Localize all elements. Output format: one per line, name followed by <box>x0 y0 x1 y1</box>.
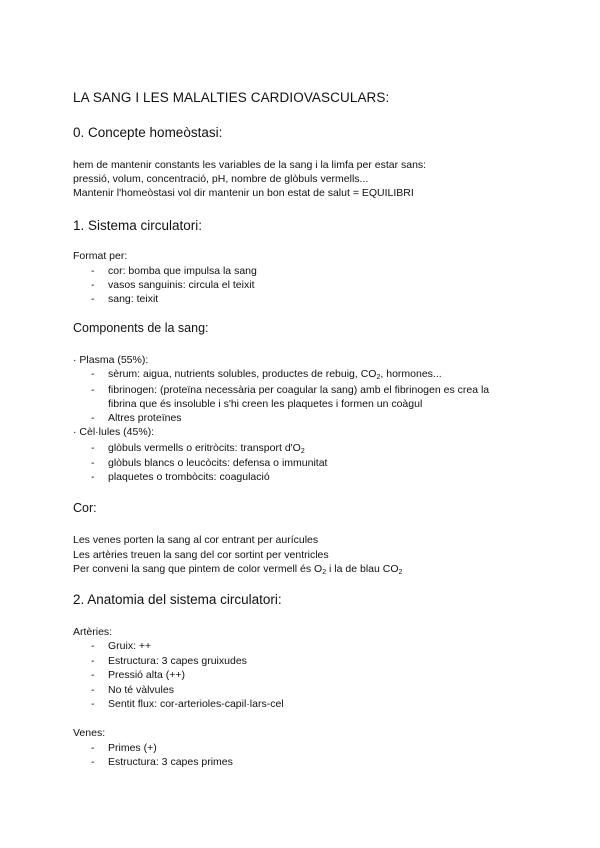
list-item: - cor: bomba que impulsa la sang <box>91 265 257 277</box>
section-2-heading: 2. Anatomia del sistema circulatori: <box>73 592 282 607</box>
arteries-label: Artèries: <box>73 626 113 638</box>
list-item: - Estructura: 3 capes gruixudes <box>91 655 247 667</box>
s0-line-2: pressió, volum, concentració, pH, nombre de glòbuls vermells... <box>73 173 369 185</box>
cellules-label: · Cèl·lules (45%): <box>73 426 155 438</box>
venes-label: Venes: <box>73 727 106 739</box>
list-item: - vasos sanguinis: circula el teixit <box>91 279 255 291</box>
document-title: LA SANG I LES MALALTIES CARDIOVASCULARS: <box>73 90 390 105</box>
section-0-heading: 0. Concepte homeòstasi: <box>73 125 223 140</box>
format-label: Format per: <box>73 250 128 262</box>
cor-heading: Cor: <box>73 501 97 515</box>
section-1-heading: 1. Sistema circulatori: <box>73 218 203 233</box>
list-item: - sang: teixit <box>91 293 159 305</box>
components-heading: Components de la sang: <box>73 321 209 335</box>
cor-line-3: Per conveni la sang que pintem de color vermell és $O_2$ i la de blau $CO_2$ <box>73 563 403 576</box>
list-item: - glòbuls blancs o leucòcits: defensa o immunitat <box>91 457 328 469</box>
list-item: - Altres proteïnes <box>91 412 182 424</box>
list-item: - Primes (+) <box>91 742 157 754</box>
list-item: - Sentit flux: cor-arterioles-capil·lars-cel <box>91 698 284 710</box>
fibrinogen-continuation: fibrina que és insoluble i s'hi creen les plaquetes i formen un coàgul <box>108 398 423 410</box>
cor-line-1: Les venes porten la sang al cor entrant per aurícules <box>73 534 319 546</box>
list-item: - fibrinogen: (proteïna necessària per coagular la sang) amb el fibrinogen es crea la <box>91 384 490 396</box>
list-item: - Estructura: 3 capes primes <box>91 756 233 768</box>
list-item: - No té vàlvules <box>91 684 174 696</box>
plasma-label: · Plasma (55%): <box>73 354 149 366</box>
list-item: - plaquetes o trombòcits: coagulació <box>91 471 270 483</box>
list-item: - Gruix: ++ <box>91 640 152 652</box>
s0-line-3: Mantenir l'homeòstasi vol dir mantenir un bon estat de salut = EQUILIBRI <box>73 187 414 199</box>
s0-line-1: hem de mantenir constants les variables de la sang i la limfa per estar sans: <box>73 159 427 171</box>
list-item: - glòbuls vermells o eritròcits: transport $d'O_2$ <box>91 442 305 455</box>
list-item: - Pressió alta (++) <box>91 669 186 681</box>
cor-line-2: Les artèries treuen la sang del cor sortint per ventricles <box>73 549 329 561</box>
list-item: - sèrum: aigua, nutrients solubles, productes de rebuig, $CO_2$, hormones... <box>91 368 442 381</box>
